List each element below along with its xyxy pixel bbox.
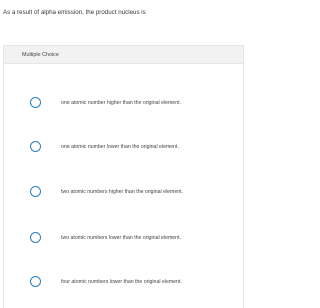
answer-option-label[interactable]: two atomic numbers higher than the original element.	[61, 189, 183, 195]
radio-button-icon[interactable]	[30, 232, 41, 243]
radio-button-icon[interactable]	[30, 276, 41, 287]
multiple-choice-panel	[3, 45, 244, 308]
radio-button-icon[interactable]	[30, 97, 41, 108]
multiple-choice-title: Multiple Choice	[22, 52, 59, 58]
answer-option-3[interactable]	[4, 181, 243, 205]
answer-option-label[interactable]: one atomic number higher than the original element.	[61, 100, 181, 106]
answer-option-4[interactable]	[4, 227, 243, 251]
answer-option-1[interactable]	[4, 92, 243, 116]
multiple-choice-header	[4, 46, 243, 64]
radio-button-icon[interactable]	[30, 186, 41, 197]
answer-option-label[interactable]: two atomic numbers lower than the original element.	[61, 235, 181, 241]
answer-option-5[interactable]	[4, 271, 243, 295]
question-text: As a result of alpha emission, the product nucleus is	[3, 9, 146, 16]
radio-button-icon[interactable]	[30, 141, 41, 152]
answer-option-label[interactable]: four atomic numbers lower than the original element.	[61, 279, 182, 285]
answer-option-label[interactable]: one atomic number lower than the original element.	[61, 144, 179, 150]
answer-option-2[interactable]	[4, 136, 243, 160]
